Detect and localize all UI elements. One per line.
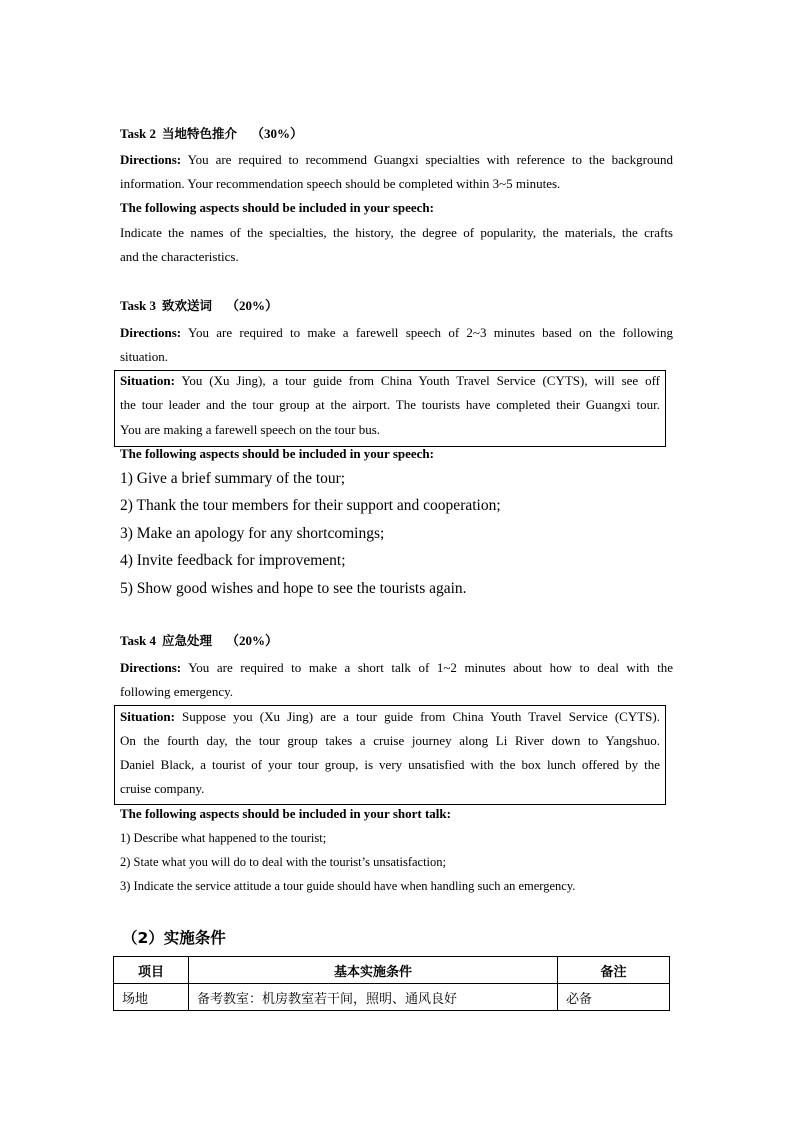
task4-title bbox=[120, 633, 673, 649]
task3-item-5: 5) Show good wishes and hope to see the tourists again. bbox=[120, 580, 467, 597]
section-heading: （2）实施条件 bbox=[122, 929, 226, 947]
task2-percentage: （30%） bbox=[251, 126, 304, 141]
task4-situation-label: Situation: bbox=[120, 709, 175, 724]
task3-directions-line2: situation. bbox=[120, 349, 169, 364]
task4-title-cn: 应急处理 bbox=[162, 633, 213, 648]
table-header-conditions: 基本实施条件 bbox=[189, 957, 558, 984]
task2-aspects-heading: The following aspects should be included in your speech: bbox=[120, 200, 434, 215]
table-cell-item: 场地 bbox=[114, 984, 189, 1011]
table-cell-conditions: 备考教室：机房教室若干间，照明、通风良好 bbox=[189, 984, 558, 1011]
task3-title-cn: 致欢送词 bbox=[162, 298, 213, 313]
task4-situation-line3: Daniel Black, a tourist of your tour group, is very unsatisfied with the box lunch offered by the bbox=[120, 757, 660, 772]
table-cell-notes: 必备 bbox=[558, 984, 670, 1011]
task3-item-3: 3) Make an apology for any shortcomings; bbox=[120, 525, 385, 542]
table-row bbox=[114, 984, 670, 1011]
task3-item-4: 4) Invite feedback for improvement; bbox=[120, 552, 346, 569]
task3-item-2: 2) Thank the tour members for their support and cooperation; bbox=[120, 497, 501, 514]
task3-situation-text1: You (Xu Jing), a tour guide from China Youth Travel Service (CYTS), will see off bbox=[181, 373, 660, 388]
task4-situation-line2: On the fourth day, the tour group takes a cruise journey along Li River down to Yangshuo. bbox=[120, 733, 660, 748]
task3-aspects-heading: The following aspects should be included in your speech: bbox=[120, 446, 434, 461]
task4-directions-text1: You are required to make a short talk of 1~2 minutes about how to deal with the bbox=[188, 660, 673, 675]
task3-percentage: （20%） bbox=[226, 298, 279, 313]
task2-title bbox=[120, 126, 673, 142]
task4-item-1: 1) Describe what happened to the tourist; bbox=[120, 831, 327, 845]
task2-aspects-line2: and the characteristics. bbox=[120, 249, 239, 264]
task4-directions-line1 bbox=[120, 660, 673, 676]
task2-directions-line1 bbox=[120, 152, 673, 168]
task3-directions-label: Directions: bbox=[120, 325, 182, 340]
table-header-row bbox=[114, 957, 670, 984]
task3-situation-line2: the tour leader and the tour group at the airport. The tourists have completed their Guangxi tour. bbox=[120, 397, 660, 412]
task4-percentage: （20%） bbox=[226, 633, 279, 648]
task2-title-en: Task 2 bbox=[120, 126, 157, 141]
task4-directions-line2: following emergency. bbox=[120, 684, 233, 699]
task2-title-cn: 当地特色推介 bbox=[162, 126, 238, 141]
table-header-item: 项目 bbox=[114, 957, 189, 984]
task3-directions-line1 bbox=[120, 325, 673, 341]
task4-item-3: 3) Indicate the service attitude a tour guide should have when handling such an emergency. bbox=[120, 879, 576, 893]
table-header-notes: 备注 bbox=[558, 957, 670, 984]
task4-directions-label: Directions: bbox=[120, 660, 182, 675]
task3-item-1: 1) Give a brief summary of the tour; bbox=[120, 470, 346, 487]
task4-title-en: Task 4 bbox=[120, 633, 157, 648]
task2-directions-label: Directions: bbox=[120, 152, 182, 167]
task4-situation-text1: Suppose you (Xu Jing) are a tour guide from China Youth Travel Service (CYTS). bbox=[182, 709, 660, 724]
task3-situation-label: Situation: bbox=[120, 373, 175, 388]
conditions-table bbox=[113, 956, 670, 1011]
task2-aspects-line1: Indicate the names of the specialties, the history, the degree of popularity, the materials, the crafts bbox=[120, 225, 673, 240]
task3-situation-line1 bbox=[120, 373, 660, 389]
task4-situation-line1 bbox=[120, 709, 660, 725]
task3-title bbox=[120, 298, 673, 314]
task4-situation-line4: cruise company. bbox=[120, 781, 205, 796]
task4-item-2: 2) State what you will do to deal with the tourist’s unsatisfaction; bbox=[120, 855, 446, 869]
task2-directions-text1: You are required to recommend Guangxi specialties with reference to the background bbox=[187, 152, 674, 167]
task2-directions-line2: information. Your recommendation speech should be completed within 3~5 minutes. bbox=[120, 176, 561, 191]
task3-directions-text1: You are required to make a farewell speech of 2~3 minutes based on the following bbox=[187, 325, 673, 340]
task3-situation-line3: You are making a farewell speech on the tour bus. bbox=[120, 422, 381, 437]
task3-title-en: Task 3 bbox=[120, 298, 157, 313]
task4-aspects-heading: The following aspects should be included in your short talk: bbox=[120, 806, 451, 821]
